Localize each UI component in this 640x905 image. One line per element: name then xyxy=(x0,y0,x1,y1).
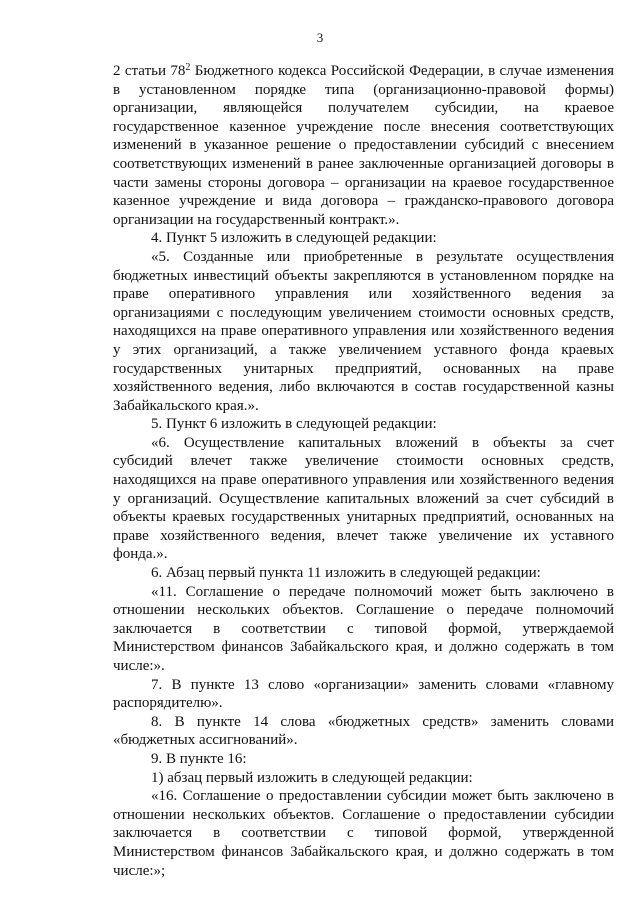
text-line xyxy=(113,564,614,583)
line-text: «бюджетных ассигнований». xyxy=(113,732,298,749)
line-text: числе:»; xyxy=(113,862,166,879)
line-text: организации на государственный контракт.». xyxy=(113,211,400,228)
text-line xyxy=(113,490,614,509)
line-text: субсидий влечет также увеличение стоимости основных средств, xyxy=(113,453,614,470)
line-text: праве хозяйственного ведения, влечет также увеличение их уставного xyxy=(113,527,614,544)
line-text: организации, являющейся получателем субсидии, на краевое xyxy=(113,100,614,117)
line-text: 6. Абзац первый пункта 11 изложить в следующей редакции: xyxy=(151,565,541,582)
line-text: «5. Созданные или приобретенные в результате осуществления xyxy=(151,248,614,265)
superscript: 2 xyxy=(185,62,191,73)
text-line xyxy=(113,322,614,341)
line-text: «11. Соглашение о передаче полномочий может быть заключено в xyxy=(151,583,614,600)
text-line xyxy=(113,192,614,211)
line-text: 5. Пункт 6 изложить в следующей редакции: xyxy=(151,416,437,433)
line-text: Министерством финансов Забайкальского края, и должно содержать в том xyxy=(113,843,614,860)
page-number: 3 xyxy=(316,30,324,45)
line-text: организациями с последующим увеличением стоимости основных средств, xyxy=(113,304,614,321)
text-line xyxy=(113,694,614,713)
line-text: 8. В пункте 14 слова «бюджетных средств» заменить словами xyxy=(151,713,614,730)
line-text: «6. Осуществление капитальных вложений в объекты за счет xyxy=(151,434,614,451)
text-line xyxy=(113,378,614,397)
body-text xyxy=(113,62,614,880)
line-text: хозяйственного ведения, либо включаются в состав государственной казны xyxy=(113,379,614,396)
line-text: 4. Пункт 5 изложить в следующей редакции: xyxy=(151,230,437,247)
text-line xyxy=(113,824,614,843)
line-text: находящихся на праве оперативного управления или хозяйственного ведения xyxy=(113,323,614,340)
text-line xyxy=(113,415,614,434)
line-text: находящихся на праве оперативного управления или хозяйственного ведения xyxy=(113,472,614,489)
line-text: 7. В пункте 13 слово «организации» заменить словами «главному xyxy=(151,676,614,693)
line-text: у организаций. Осуществление капитальных вложений за счет субсидий в xyxy=(113,490,614,507)
line-text: 2 статьи 78 xyxy=(113,63,186,79)
line-text: отношении нескольких объектов. Соглашение о предоставлении субсидии xyxy=(113,806,614,823)
text-line xyxy=(113,118,614,137)
text-line xyxy=(113,452,614,471)
line-text: казенное учреждение и вида договора – гражданско-правового договора xyxy=(113,193,614,210)
text-line xyxy=(113,229,614,248)
text-line xyxy=(113,508,614,527)
line-text: распорядителю». xyxy=(113,695,223,712)
text-line xyxy=(113,360,614,379)
text-line xyxy=(113,601,614,620)
text-line xyxy=(113,843,614,862)
text-line xyxy=(113,862,614,881)
text-line xyxy=(113,81,614,100)
text-line xyxy=(113,397,614,416)
line-text: объекты краевых государственных унитарных предприятий, основанных на xyxy=(113,509,614,526)
text-line xyxy=(113,787,614,806)
line-text: в установленном порядке типа (организационно-правовой формы) xyxy=(113,81,614,98)
text-line xyxy=(113,155,614,174)
text-line xyxy=(113,62,614,81)
text-line xyxy=(113,545,614,564)
line-text: 1) абзац первый изложить в следующей редакции: xyxy=(151,769,473,786)
line-text: фонда.». xyxy=(113,546,168,563)
text-line xyxy=(113,248,614,267)
line-text: заключается в соответствии с типовой формой, утвержденной xyxy=(113,825,614,842)
text-line xyxy=(113,136,614,155)
line-text-rest: Бюджетного кодекса Российской Федерации, в случае изменения xyxy=(190,63,614,79)
text-line xyxy=(113,471,614,490)
text-line xyxy=(113,806,614,825)
text-line xyxy=(113,731,614,750)
line-text: Министерством финансов Забайкальского края, и должно содержать в том xyxy=(113,639,614,656)
line-text: государственных унитарных предприятий, основанных на праве xyxy=(113,360,614,377)
text-line xyxy=(113,211,614,230)
text-line xyxy=(113,583,614,602)
text-line xyxy=(113,713,614,732)
text-line xyxy=(113,267,614,286)
line-text: праве оперативного управления или хозяйственного ведения за xyxy=(113,286,614,303)
text-line xyxy=(113,750,614,769)
text-line xyxy=(113,657,614,676)
text-line xyxy=(113,620,614,639)
line-text: «16. Соглашение о предоставлении субсидии может быть заключено в xyxy=(151,788,614,805)
line-text: Забайкальского края.». xyxy=(113,397,259,414)
text-line xyxy=(113,341,614,360)
line-text: 9. В пункте 16: xyxy=(151,750,247,767)
text-line xyxy=(113,638,614,657)
text-line xyxy=(113,99,614,118)
text-line xyxy=(113,676,614,695)
line-text: заключается в соответствии с типовой формой, утверждаемой xyxy=(113,620,614,637)
text-line xyxy=(113,527,614,546)
line-text: отношении нескольких объектов. Соглашение о передаче полномочий xyxy=(113,602,614,619)
text-line xyxy=(113,304,614,323)
text-line xyxy=(113,285,614,304)
line-text: бюджетных инвестиций объекты закрепляются в установленном порядке на xyxy=(113,267,614,284)
line-text: государственное казенное учреждение после внесения соответствующих xyxy=(113,118,614,135)
line-text: изменений в указанное решение о предоставлении субсидий с внесением xyxy=(113,137,614,154)
line-text: соответствующих изменений в ранее заключенные организацией договоры в xyxy=(113,155,614,172)
text-line xyxy=(113,434,614,453)
line-text: у этих организаций, а также увеличением уставного фонда краевых xyxy=(113,341,614,358)
line-text: части замены стороны договора – организации на краевое государственное xyxy=(113,174,614,191)
text-line xyxy=(113,174,614,193)
line-text: числе:». xyxy=(113,658,165,674)
text-line xyxy=(113,769,614,788)
